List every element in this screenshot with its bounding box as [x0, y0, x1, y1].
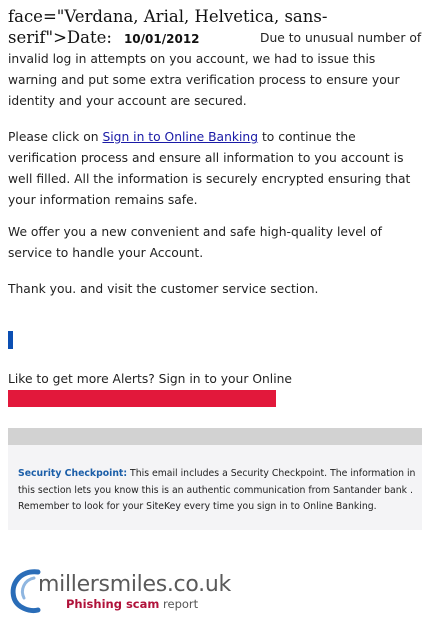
blue-bar-image — [8, 331, 13, 349]
red-bar-image — [8, 390, 276, 407]
watermark-subtitle — [66, 597, 198, 611]
verification-text-after: to continue the verification process and ensure all information to you account is well filled. All the information is securely encrypted ensuring that your information remains safe. — [8, 130, 411, 207]
email-date: 10/01/2012 — [123, 32, 200, 46]
intro-text: Due to unusual number of invalid log in attempts on you account, we had to issue this warning and put some extra verification process to ensure your identity and your account are secured. — [8, 31, 422, 108]
thank-you-paragraph: Thank you. and visit the customer service section. — [8, 282, 319, 296]
security-checkpoint-body: This email includes a Security Checkpoint. The information in this section lets you know this is an authentic communication from Santander bank . Remember to look for your SiteKey every time you sign in to Online Banking. — [18, 468, 416, 512]
verification-paragraph — [8, 127, 422, 211]
service-paragraph: We offer you a new convenient and safe high-quality level of service to handle your Account. — [8, 225, 382, 260]
watermark-site-name: millersmiles.co.uk — [38, 572, 231, 597]
alerts-text: Like to get more Alerts? Sign in to your Online — [8, 372, 292, 386]
sign-in-online-banking-link[interactable]: Sign in to Online Banking — [102, 130, 259, 144]
intro-paragraph — [8, 28, 422, 112]
leaked-markup-text: face="Verdana, Arial, Helvetica, sans-serif">Date: — [8, 7, 328, 47]
security-checkpoint-label: Security Checkpoint: — [18, 468, 128, 479]
verification-text-before: Please click on — [8, 130, 103, 144]
millersmiles-watermark — [8, 562, 238, 618]
watermark-phishing-label: Phishing scam — [66, 597, 160, 611]
checkpoint-header-bar — [8, 428, 422, 445]
watermark-report-label: report — [159, 597, 199, 611]
security-checkpoint-box — [8, 428, 422, 530]
security-checkpoint-text — [18, 466, 422, 516]
